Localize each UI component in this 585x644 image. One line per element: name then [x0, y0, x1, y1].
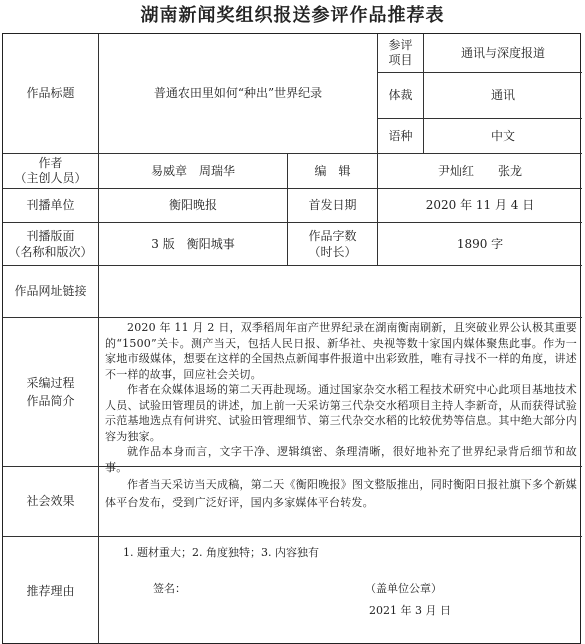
authors-value: 易威章 周瑞华 [150, 163, 235, 178]
first-date-label: 首发日期 [308, 198, 357, 212]
author-label: 作者 （主创人员） [14, 156, 87, 185]
url-label: 作品网址链接 [14, 284, 87, 298]
effect-text: 作者当天采访当天成稿，第二天《衡阳晚报》图文整版推出，同时衡阳日报社旗下多个新媒体平台发布，受到广泛好评，国内多家媒体平台转发。 [105, 478, 577, 509]
category-label: 参评 项目 [388, 38, 413, 67]
editor-value: 尹灿红 张龙 [437, 163, 522, 178]
publisher-value: 衡阳晚报 [168, 198, 217, 212]
process-paragraph-1: 2020 年 11 月 2 日，双季稻周年亩产世界纪录在湖南衡南刷新，且突破业界公认极其重要的“1500”关卡。测产当天，包括人民日报、新华社、央视等数十家国内媒体聚焦此事。作为一家地市级媒体，想要在这样的全国热点新闻事件报道中出彩致胜，唯有寻找不一样的角度，讲述不一样的故事，回应社会关切。 [105, 321, 577, 381]
signature-label: 签名： [153, 582, 186, 595]
effect-label: 社会效果 [26, 494, 75, 508]
reason-date: 2021 年 3 月 日 [369, 604, 451, 617]
genre-label: 体裁 [388, 88, 413, 102]
category-value: 通讯与深度报道 [460, 45, 545, 60]
publisher-label: 刊播单位 [26, 198, 75, 212]
recommendation-form [2, 33, 581, 644]
process-paragraph-2: 作者在众媒体退场的第二天再赴现场。通过国家杂交水稻工程技术研究中心此项目基地技术人员、试验田管理员的讲述，加上前一天采访第三代杂交水稻项目主持人李新奇，从而获得试验示范基地选点有何讲究、试验田管理细节、第三代杂交水稻的比较优势等信息。其中绝大部分内容为独家。 [105, 383, 577, 443]
process-paragraph-3: 就作品本身而言，文字干净、逻辑缜密、条理清晰，很好地补充了世界纪录背后细节和故事。 [105, 445, 577, 474]
editor-label: 编 辑 [314, 163, 351, 178]
url-value[interactable] [99, 266, 582, 317]
language-value: 中文 [490, 128, 515, 143]
language-label: 语种 [388, 128, 413, 143]
first-date-value: 2020 年 11 月 4 日 [425, 198, 535, 212]
form-title: 湖南新闻奖组织报送参评作品推荐表 [140, 5, 445, 26]
process-label: 采编过程 作品简介 [26, 376, 75, 408]
layout-label: 刊播版面 （名称和版次） [8, 229, 93, 259]
genre-value: 通讯 [490, 88, 515, 102]
word-count-value: 1890 字 [456, 236, 504, 251]
layout-value: 3 版 衡阳城事 [151, 236, 235, 251]
reason-label: 推荐理由 [26, 583, 75, 598]
work-title-value: 普通农田里如何“种出”世界纪录 [153, 86, 323, 100]
word-count-label: 作品字数 （时长） [308, 229, 357, 259]
seal-label: （盖单位公章） [365, 582, 442, 595]
reason-text: 1. 题材重大；2. 角度独特；3. 内容独有 [123, 546, 319, 559]
work-title-label: 作品标题 [26, 86, 75, 100]
process-text [105, 320, 577, 474]
